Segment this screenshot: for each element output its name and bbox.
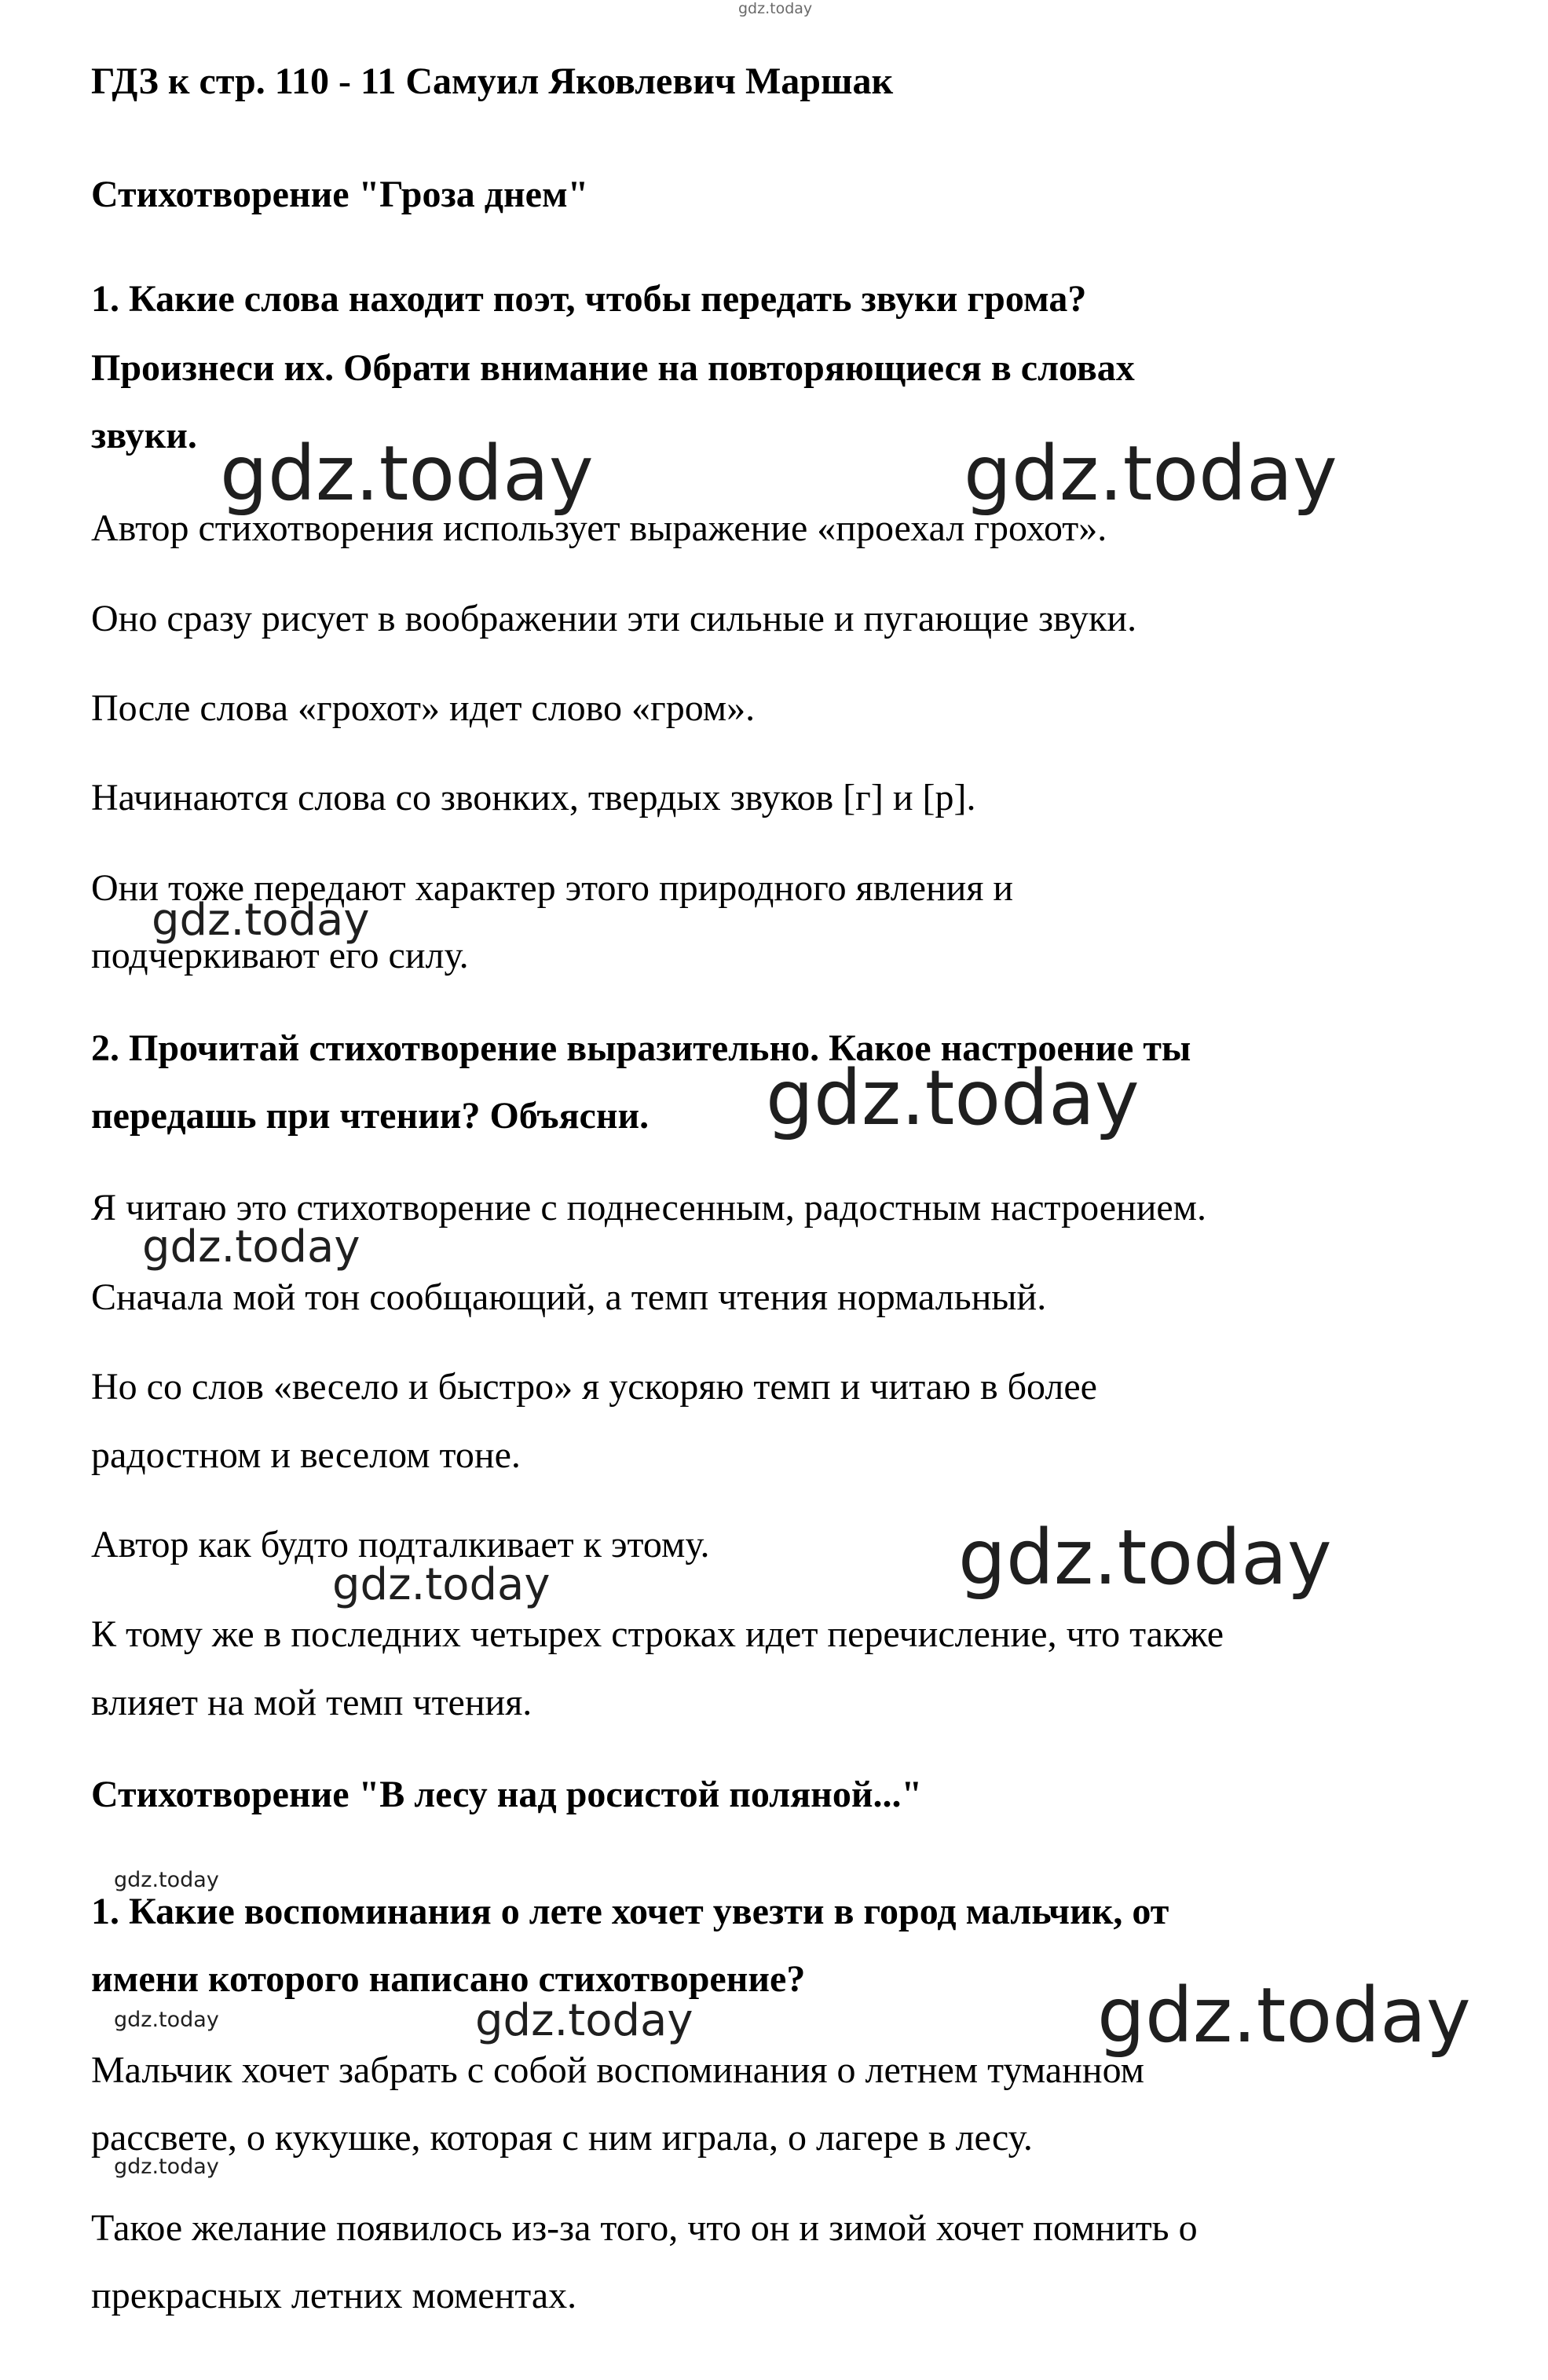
question-line: имени которого написано стихотворение? bbox=[91, 1958, 806, 2000]
question-line: звуки. bbox=[91, 415, 197, 456]
watermark-text: gdz.today bbox=[1097, 1972, 1471, 2060]
answer-line: влияет на мой темп чтения. bbox=[91, 1682, 532, 1723]
answer-line: Сначала мой тон сообщающий, а темп чтения нормальный. bbox=[91, 1276, 1047, 1318]
answer-line: рассвете, о кукушке, которая с ним играла, о лагере в лесу. bbox=[91, 2117, 1033, 2158]
watermark-text: gdz.today bbox=[766, 1054, 1140, 1142]
watermark-text: gdz.today bbox=[738, 0, 813, 17]
watermark-text: gdz.today bbox=[114, 1868, 219, 1892]
question-line: 1. Какие слова находит поэт, чтобы передать звуки грома? bbox=[91, 278, 1087, 320]
question-line: 1. Какие воспоминания о лете хочет увезти в город мальчик, от bbox=[91, 1891, 1169, 1932]
answer-line: подчеркивают его силу. bbox=[91, 935, 469, 976]
watermark-text: gdz.today bbox=[114, 2155, 219, 2179]
answer-line: Автор стихотворения использует выражение «проехал грохот». bbox=[91, 507, 1107, 549]
question-line: 2. Прочитай стихотворение выразительно. Какое настроение ты bbox=[91, 1027, 1191, 1069]
answer-line: К тому же в последних четырех строках идет перечисление, что также bbox=[91, 1613, 1224, 1655]
answer-line: Они тоже передают характер этого природного явления и bbox=[91, 867, 1014, 909]
watermark-text: gdz.today bbox=[475, 1995, 693, 2046]
answer-line: Оно сразу рисует в воображении эти сильные и пугающие звуки. bbox=[91, 598, 1137, 639]
section-heading-forest: Стихотворение "В лесу над росистой поляной..." bbox=[91, 1774, 923, 1815]
answer-line: Такое желание появилось из-за того, что он и зимой хочет помнить о bbox=[91, 2207, 1198, 2249]
watermark-text: gdz.today bbox=[152, 895, 370, 946]
watermark-text: gdz.today bbox=[142, 1221, 360, 1272]
watermark-text: gdz.today bbox=[964, 430, 1338, 518]
answer-line: Мальчик хочет забрать с собой воспоминания о летнем туманном bbox=[91, 2049, 1145, 2091]
answer-line: радостном и веселом тоне. bbox=[91, 1434, 521, 1476]
page-title: ГДЗ к стр. 110 - 11 Самуил Яковлевич Маршак bbox=[91, 60, 894, 102]
answer-line: После слова «грохот» идет слово «гром». bbox=[91, 687, 756, 729]
question-line: Произнеси их. Обрати внимание на повторяющиеся в словах bbox=[91, 347, 1135, 389]
answer-line: Начинаются слова со звонких, твердых звуков [г] и [р]. bbox=[91, 777, 976, 818]
section-heading-thunderstorm: Стихотворение "Гроза днем" bbox=[91, 174, 589, 215]
watermark-text: gdz.today bbox=[332, 1559, 551, 1610]
watermark-text: gdz.today bbox=[958, 1514, 1332, 1602]
watermark-text: gdz.today bbox=[220, 430, 594, 518]
answer-line: Я читаю это стихотворение с поднесенным, радостным настроением. bbox=[91, 1187, 1207, 1228]
answer-line: Автор как будто подталкивает к этому. bbox=[91, 1524, 710, 1565]
answer-line: Но со слов «весело и быстро» я ускоряю темп и читаю в более bbox=[91, 1366, 1097, 1408]
answer-line: прекрасных летних моментах. bbox=[91, 2275, 577, 2316]
question-line: передашь при чтении? Объясни. bbox=[91, 1095, 650, 1137]
watermark-text: gdz.today bbox=[114, 2008, 219, 2032]
